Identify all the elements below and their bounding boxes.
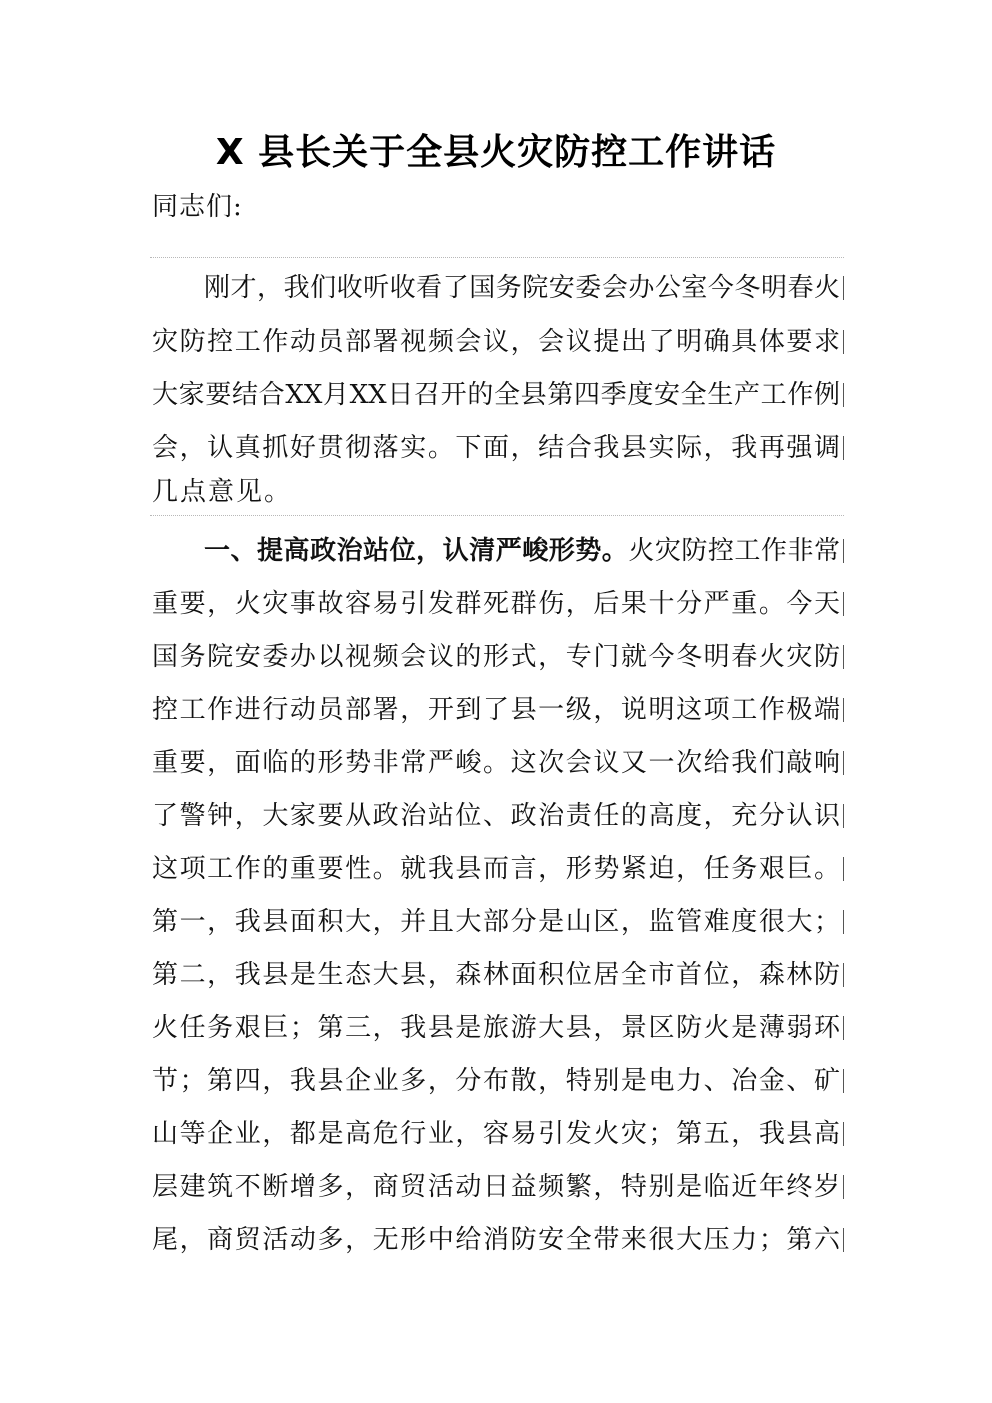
margin-mark	[843, 539, 844, 563]
paragraph-2-line-3: 国务院安委办以视频会议的形式，专门就今冬明春火灾防	[152, 642, 840, 672]
margin-mark	[843, 1228, 844, 1252]
margin-mark	[843, 1069, 844, 1093]
margin-mark	[843, 383, 844, 407]
margin-mark	[843, 330, 844, 354]
margin-mark	[843, 436, 844, 460]
margin-mark	[843, 910, 844, 934]
paragraph-2-line-13: 层建筑不断增多，商贸活动日益频繁，特别是临近年终岁	[152, 1172, 840, 1202]
paragraph-1-line-1: 刚才，我们收听收看了国务院安委会办公室今冬明春火	[204, 273, 840, 303]
paragraph-1-line-5: 几点意见。	[152, 477, 293, 507]
margin-mark	[843, 645, 844, 669]
section-heading-rest: 火灾防控工作非常	[628, 536, 840, 566]
margin-mark	[843, 1122, 844, 1146]
paragraph-1-line-4: 会，认真抓好贯彻落实。下面，结合我县实际，我再强调	[152, 433, 840, 463]
paragraph-2-line-2: 重要，火灾事故容易引发群死群伤，后果十分严重。今天	[152, 589, 840, 619]
paragraph-1-line-2: 灾防控工作动员部署视频会议，会议提出了明确具体要求	[152, 327, 840, 357]
margin-mark	[843, 592, 844, 616]
margin-mark	[843, 857, 844, 881]
margin-mark	[843, 698, 844, 722]
paragraph-2-line-8: 第一，我县面积大，并且大部分是山区，监管难度很大；	[152, 907, 840, 937]
margin-mark	[843, 804, 844, 828]
paragraph-2-line-6: 了警钟，大家要从政治站位、政治责任的高度，充分认识	[152, 801, 840, 831]
paragraph-2-line-10: 火任务艰巨；第三，我县是旅游大县，景区防火是薄弱环	[152, 1013, 840, 1043]
margin-mark	[843, 276, 844, 300]
margin-mark	[843, 1175, 844, 1199]
paragraph-2-line-12: 山等企业，都是高危行业，容易引发火灾；第五，我县高	[152, 1119, 840, 1149]
paragraph-2-line-11: 节；第四，我县企业多，分布散，特别是电力、冶金、矿	[152, 1066, 840, 1096]
paragraph-separator	[150, 257, 844, 258]
margin-mark	[843, 1016, 844, 1040]
section-heading: 一、提高政治站位，认清严峻形势。	[204, 536, 629, 566]
paragraph-2-line-7: 这项工作的重要性。就我县而言，形势紧迫，任务艰巨。	[152, 854, 840, 884]
paragraph-2-line-1	[204, 531, 840, 571]
salutation: 同志们:	[152, 192, 243, 222]
paragraph-2-line-14: 尾，商贸活动多，无形中给消防安全带来很大压力；第六	[152, 1225, 840, 1255]
paragraph-2-line-9: 第二，我县是生态大县，森林面积位居全市首位，森林防	[152, 960, 840, 990]
document-title: X 县长关于全县火灾防控工作讲话	[215, 132, 777, 173]
paragraph-2-line-4: 控工作进行动员部署，开到了县一级，说明这项工作极端	[152, 695, 840, 725]
margin-mark	[843, 751, 844, 775]
paragraph-separator	[150, 515, 844, 516]
margin-mark	[843, 963, 844, 987]
paragraph-2-line-5: 重要，面临的形势非常严峻。这次会议又一次给我们敲响	[152, 748, 840, 778]
paragraph-1-line-3: 大家要结合XX月XX日召开的全县第四季度安全生产工作例	[152, 380, 840, 410]
